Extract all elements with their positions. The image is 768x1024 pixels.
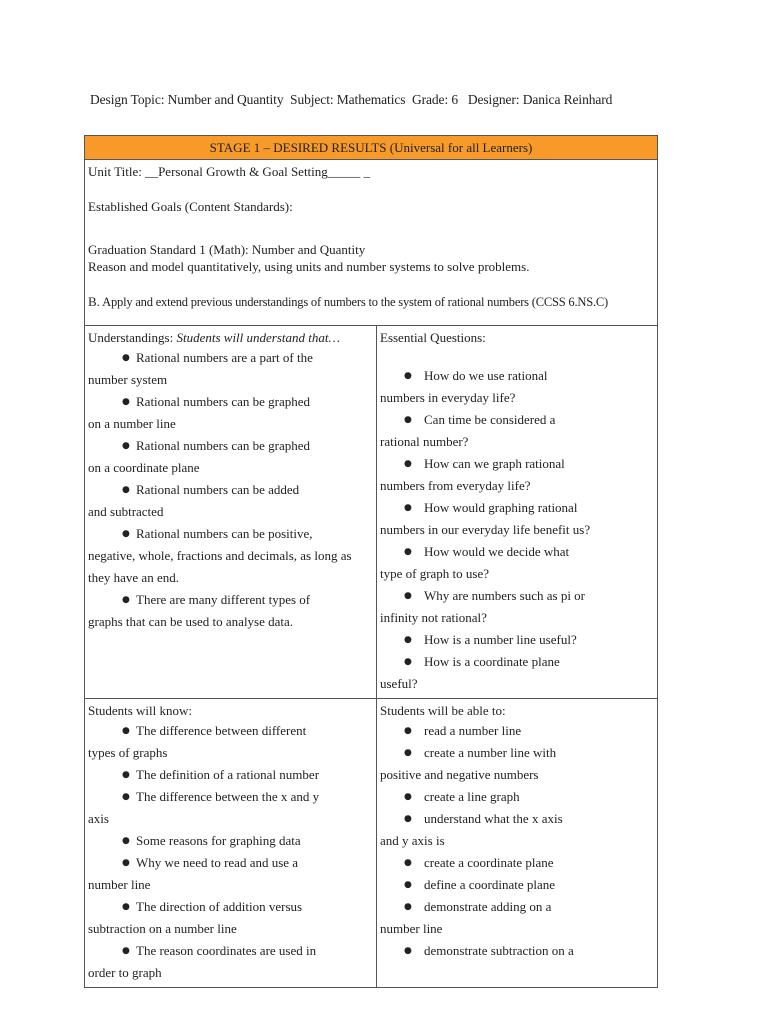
list-item (380, 720, 654, 742)
essential-questions-list (380, 365, 654, 695)
list-item-continuation: type of graph to use? (380, 566, 490, 581)
list-item-continuation: subtraction on a number line (88, 921, 237, 936)
list-item (88, 391, 373, 435)
standard-description: Reason and model quantitatively, using units and number systems to solve problems. (88, 259, 530, 274)
list-item-continuation: positive and negative numbers (380, 767, 539, 782)
students-know-title: Students will know: (88, 703, 193, 718)
list-item-text: ● How would we decide what (380, 541, 654, 563)
grade: Grade: 6 (411, 92, 459, 107)
list-item-continuation: numbers in everyday life? (380, 390, 516, 405)
list-item (380, 852, 654, 874)
list-item-text: ● How would graphing rational (380, 497, 654, 519)
list-item-text: ● The direction of addition versus (88, 896, 373, 918)
list-item (380, 629, 654, 651)
list-item-continuation: axis (88, 811, 109, 826)
goals-label: Established Goals (Content Standards): (88, 199, 293, 214)
design-header (90, 92, 612, 108)
list-item-continuation: graphs that can be used to analyse data. (88, 614, 294, 629)
list-item-text: ● Can time be considered a (380, 409, 654, 431)
list-item-continuation: number line (380, 921, 443, 936)
list-item (88, 830, 373, 852)
list-item-continuation: useful? (380, 676, 418, 691)
list-item-text: ● Rational numbers can be graphed (88, 435, 373, 457)
standard-b-prefix: B. (88, 294, 100, 309)
list-item-text: ● The difference between the x and y (88, 786, 373, 808)
list-item (380, 409, 654, 453)
list-item-continuation: on a number line (88, 416, 176, 431)
list-item-text: ● The reason coordinates are used in (88, 940, 373, 962)
list-item-continuation: infinity not rational? (380, 610, 487, 625)
students-know-cell (85, 699, 377, 988)
understandings-cell (85, 326, 377, 699)
stage-table (84, 135, 658, 988)
list-item-text: ● create a number line with (380, 742, 654, 764)
list-item-text: ● demonstrate adding on a (380, 896, 654, 918)
list-item (380, 365, 654, 409)
list-item-text: ● Rational numbers can be added (88, 479, 373, 501)
list-item-text: ● create a line graph (380, 786, 654, 808)
understandings-label: Understandings: (88, 330, 174, 345)
essential-questions-title: Essential Questions: (380, 330, 486, 345)
list-item-text: ● How can we graph rational (380, 453, 654, 475)
list-item (88, 764, 373, 786)
designer: Designer: Danica Reinhard (467, 92, 613, 107)
list-item-text: ● Some reasons for graphing data (88, 830, 373, 852)
list-item (380, 541, 654, 585)
list-item-text: ● understand what the x axis (380, 808, 654, 830)
standard-b (88, 293, 654, 311)
list-item (380, 786, 654, 808)
list-item (88, 435, 373, 479)
list-item-text: ● How is a number line useful? (380, 629, 654, 651)
list-item-continuation: numbers from everyday life? (380, 478, 531, 493)
list-item (380, 742, 654, 786)
list-item-text: ● read a number line (380, 720, 654, 742)
list-item-text: ● Why we need to read and use a (88, 852, 373, 874)
list-item-text: ● There are many different types of (88, 589, 373, 611)
list-item (380, 453, 654, 497)
list-item (380, 808, 654, 852)
list-item-text: ● Rational numbers can be positive, (88, 523, 373, 545)
list-item-text: ● The difference between different (88, 720, 373, 742)
unit-cell (85, 160, 658, 326)
list-item-text: ● The definition of a rational number (88, 764, 373, 786)
list-item (380, 585, 654, 629)
list-item (88, 852, 373, 896)
list-item-continuation: rational number? (380, 434, 469, 449)
list-item-continuation: negative, whole, fractions and decimals, as long as they have an end. (88, 548, 352, 585)
list-item (380, 651, 654, 695)
list-item-text: ● Rational numbers are a part of the (88, 347, 373, 369)
list-item-text: ● demonstrate subtraction on a (380, 940, 654, 962)
list-item (380, 497, 654, 541)
list-item-text: ● Rational numbers can be graphed (88, 391, 373, 413)
list-item (380, 940, 654, 962)
list-item-continuation: and subtracted (88, 504, 164, 519)
students-know-list (88, 720, 373, 984)
list-item (88, 347, 373, 391)
standard-b-text: Apply and extend previous understandings of numbers to the system of rational numbers (CCSS 6.NS.C) (99, 295, 608, 309)
list-item-continuation: and y axis is (380, 833, 445, 848)
design-topic: Design Topic: Number and Quantity (90, 92, 284, 107)
graduation-standard: Graduation Standard 1 (Math): Number and Quantity (88, 242, 366, 257)
list-item (88, 896, 373, 940)
list-item (88, 720, 373, 764)
understandings-list (88, 347, 373, 633)
list-item-continuation: on a coordinate plane (88, 460, 200, 475)
list-item-text: ● create a coordinate plane (380, 852, 654, 874)
list-item-continuation: order to graph (88, 965, 162, 980)
understandings-title (88, 329, 373, 347)
essential-questions-cell (377, 326, 658, 699)
list-item (380, 874, 654, 896)
understandings-italic: Students will understand that… (176, 330, 341, 345)
students-able-cell (377, 699, 658, 988)
list-item-continuation: number line (88, 877, 151, 892)
stage-heading: STAGE 1 – DESIRED RESULTS (Universal for all Learners) (85, 136, 658, 160)
list-item (88, 479, 373, 523)
list-item-continuation: number system (88, 372, 168, 387)
list-item-continuation: numbers in our everyday life benefit us? (380, 522, 591, 537)
list-item (88, 589, 373, 633)
unit-title: Unit Title: __Personal Growth & Goal Setting_____ _ (88, 164, 371, 179)
list-item-text: ● How is a coordinate plane (380, 651, 654, 673)
list-item-text: ● How do we use rational (380, 365, 654, 387)
students-able-title: Students will be able to: (380, 703, 506, 718)
list-item (88, 523, 373, 589)
list-item-continuation: types of graphs (88, 745, 168, 760)
students-able-list (380, 720, 654, 962)
list-item-text: ● Why are numbers such as pi or (380, 585, 654, 607)
list-item-text: ● define a coordinate plane (380, 874, 654, 896)
subject: Subject: Mathematics (290, 92, 406, 107)
list-item (380, 896, 654, 940)
list-item (88, 786, 373, 830)
list-item (88, 940, 373, 984)
